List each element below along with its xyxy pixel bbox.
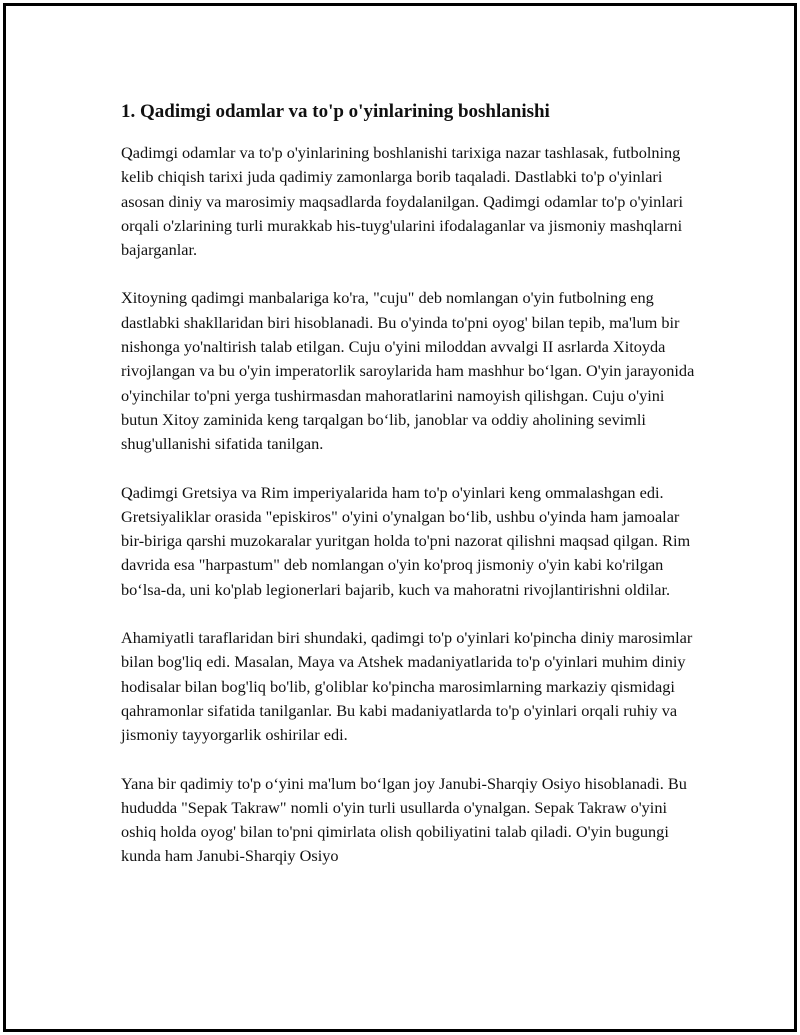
section-heading: 1. Qadimgi odamlar va to'p o'yinlarining boshlanishi (121, 101, 550, 122)
paragraph-4: Ahamiyatli taraflaridan biri shundaki, qadimgi to'p o'yinlari ko'pincha diniy marosimlar bilan bog'liq edi. Masalan, Maya va Atshek madaniyatlarida to'p o'yinlari muhim diniy hodisalar bilan bog'liq bo'lib, g'oliblar ko'pincha marosimlarning markaziy qismidagi qahramonlar sifatida tanilganlar. Bu kabi madaniyatlarda to'p o'yinlari orqali ruhiy va jismoniy tayyorgarlik oshirilar edi. (121, 628, 693, 745)
paragraph-5: Yana bir qadimiy to'p o‘yini ma'lum bo‘lgan joy Janubi-Sharqiy Osiyo hisoblanadi. Bu hududda "Sepak Takraw" nomli o'yin turli usullarda o'ynalgan. Sepak Takraw o'yini oshiq holda oyog' bilan to'pni qimirlata olish qobiliyatini talab qiladi. O'yin bugungi kunda ham Janubi-Sharqiy Osiyo (121, 773, 687, 866)
paragraph-1: Qadimgi odamlar va to'p o'yinlarining boshlanishi tarixiga nazar tashlasak, futbolning kelib chiqish tarixi juda qadimiy zamonlarga borib taqaladi. Dastlabki to'p o'yinlari asosan diniy va marosimiy maqsadlarda foydalanilgan. Qadimgi odamlar to'p o'yinlari orqali o'zlarining turli murakkab his-tuyg'ularini ifodalaganlar va jismoniy mashqlarni bajarganlar. (121, 143, 684, 260)
paragraph-3: Qadimgi Gretsiya va Rim imperiyalarida ham to'p o'yinlari keng ommalashgan edi. Gretsiyaliklar orasida "episkiros" o'yini o'ynalgan bo‘lib, ushbu o'yinda ham jamoalar bir-biriga qarshi muzokaralar yuritgan holda to'pni nazorat qilishni maqsad qilgan. Rim davrida esa "harpastum" deb nomlangan o'yin ko'proq jismoniy o'yin kabi ko'rilgan bo‘lsa-da, uni ko'plab legionerlari bajarib, kuch va mahoratni rivojlantirishni oldilar. (121, 482, 691, 599)
paragraph-2: Xitoyning qadimgi manbalariga ko'ra, "cuju" deb nomlangan o'yin futbolning eng dastlabki shakllaridan biri hisoblanadi. Bu o'yinda to'pni oyog' bilan tepib, ma'lum bir nishonga yo'naltirish talab etilgan. Cuju o'yini miloddan avvalgi II asrlarda Xitoyda rivojlangan va bu o'yin imperatorlik saroylarida ham mashhur bo‘lgan. O'yin jarayonida o'yinchilar to'pni yerga tushirmasdan mahoratlarini namoyish qilishgan. Cuju o'yini butun Xitoy zaminida keng tarqalgan bo‘lib, janoblar va oddiy aholining sevimli shug'ullanishi sifatida tanilgan. (121, 288, 695, 454)
document-body (121, 98, 701, 893)
page-frame (3, 3, 797, 1032)
